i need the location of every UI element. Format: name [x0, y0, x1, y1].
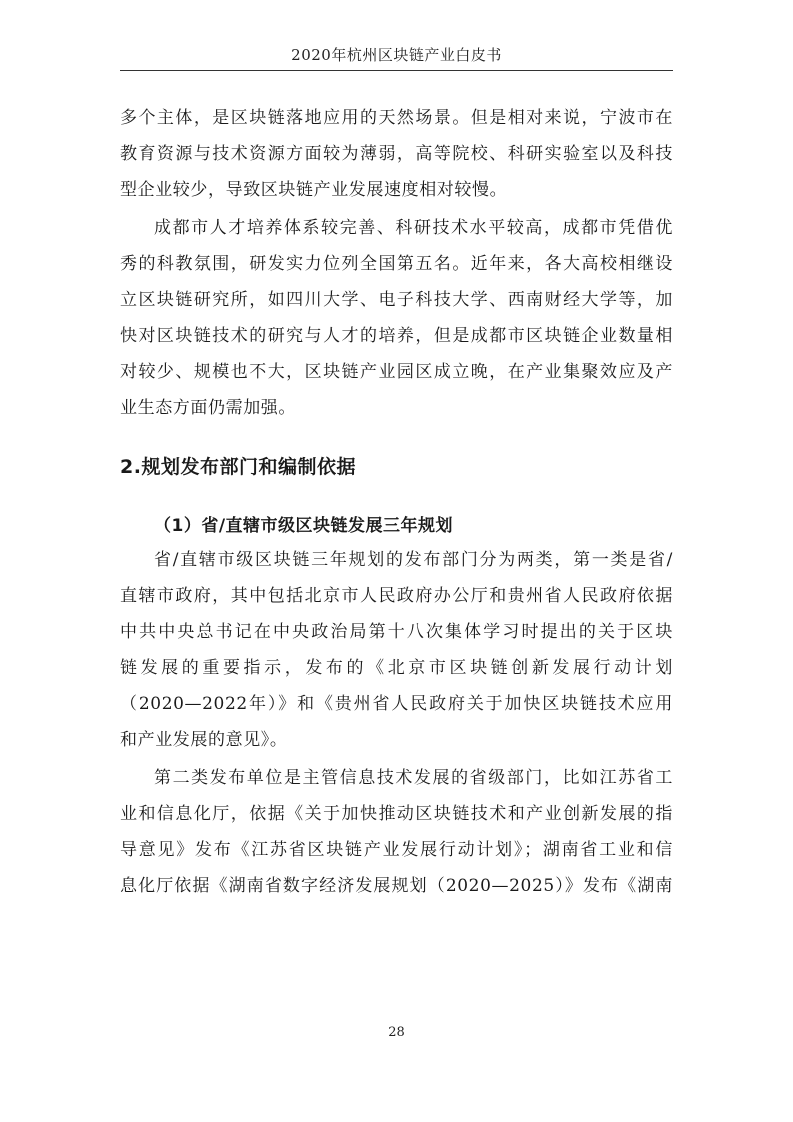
text-line: （2020—2022年）》和《贵州省人民政府关于加快区块链技术应用	[120, 694, 673, 714]
paragraph-planning-publishers	[120, 542, 673, 758]
text-line: 秀的科教氛围，研发实力位列全国第五名。近年来，各大高校相继设	[120, 254, 673, 274]
text-line: 教育资源与技术资源方面较为薄弱，高等院校、科研实验室以及科技	[120, 144, 673, 164]
text-line: 息化厅依据《湖南省数字经济发展规划（2020—2025）》发布《湖南	[120, 876, 673, 896]
section-heading: 2.规划发布部门和编制依据	[120, 456, 356, 478]
text-line: 第二类发布单位是主管信息技术发展的省级部门，比如江苏省工	[154, 768, 673, 788]
text-line: 省/直辖市级区块链三年规划的发布部门分为两类，第一类是省/	[154, 550, 673, 570]
header-rule	[120, 70, 673, 71]
paragraph-chengdu	[120, 210, 673, 426]
text-line: 立区块链研究所，如四川大学、电子科技大学、西南财经大学等，加	[120, 290, 673, 310]
text-line: 型企业较少，导致区块链产业发展速度相对较慢。	[120, 180, 508, 200]
paragraph-second-category	[120, 760, 673, 904]
text-line: 成都市人才培养体系较完善、科研技术水平较高，成都市凭借优	[154, 218, 673, 238]
text-line: 导意见》发布《江苏省区块链产业发展行动计划》；湖南省工业和信	[120, 840, 673, 860]
page-number: 28	[388, 1025, 405, 1040]
paragraph-ningbo	[120, 100, 673, 208]
running-header: 2020年杭州区块链产业白皮书	[291, 46, 502, 64]
text-line: 和产业发展的意见》。	[120, 730, 288, 750]
text-line: 快对区块链技术的研究与人才的培养，但是成都市区块链企业数量相	[120, 326, 673, 346]
text-line: 对较少、规模也不大，区块链产业园区成立晚，在产业集聚效应及产	[120, 362, 673, 382]
subsection-heading: （1）省/直辖市级区块链发展三年规划	[154, 516, 454, 536]
text-line: 业生态方面仍需加强。	[120, 398, 296, 418]
text-line: 链发展的重要指示，发布的《北京市区块链创新发展行动计划	[120, 658, 673, 678]
text-line: 业和信息化厅，依据《关于加快推动区块链技术和产业创新发展的指	[120, 804, 673, 824]
text-line: 多个主体，是区块链落地应用的天然场景。但是相对来说，宁波市在	[120, 108, 673, 128]
text-line: 中共中央总书记在中央政治局第十八次集体学习时提出的关于区块	[120, 622, 673, 642]
page-body	[120, 100, 673, 904]
text-line: 直辖市政府，其中包括北京市人民政府办公厅和贵州省人民政府依据	[120, 586, 673, 606]
